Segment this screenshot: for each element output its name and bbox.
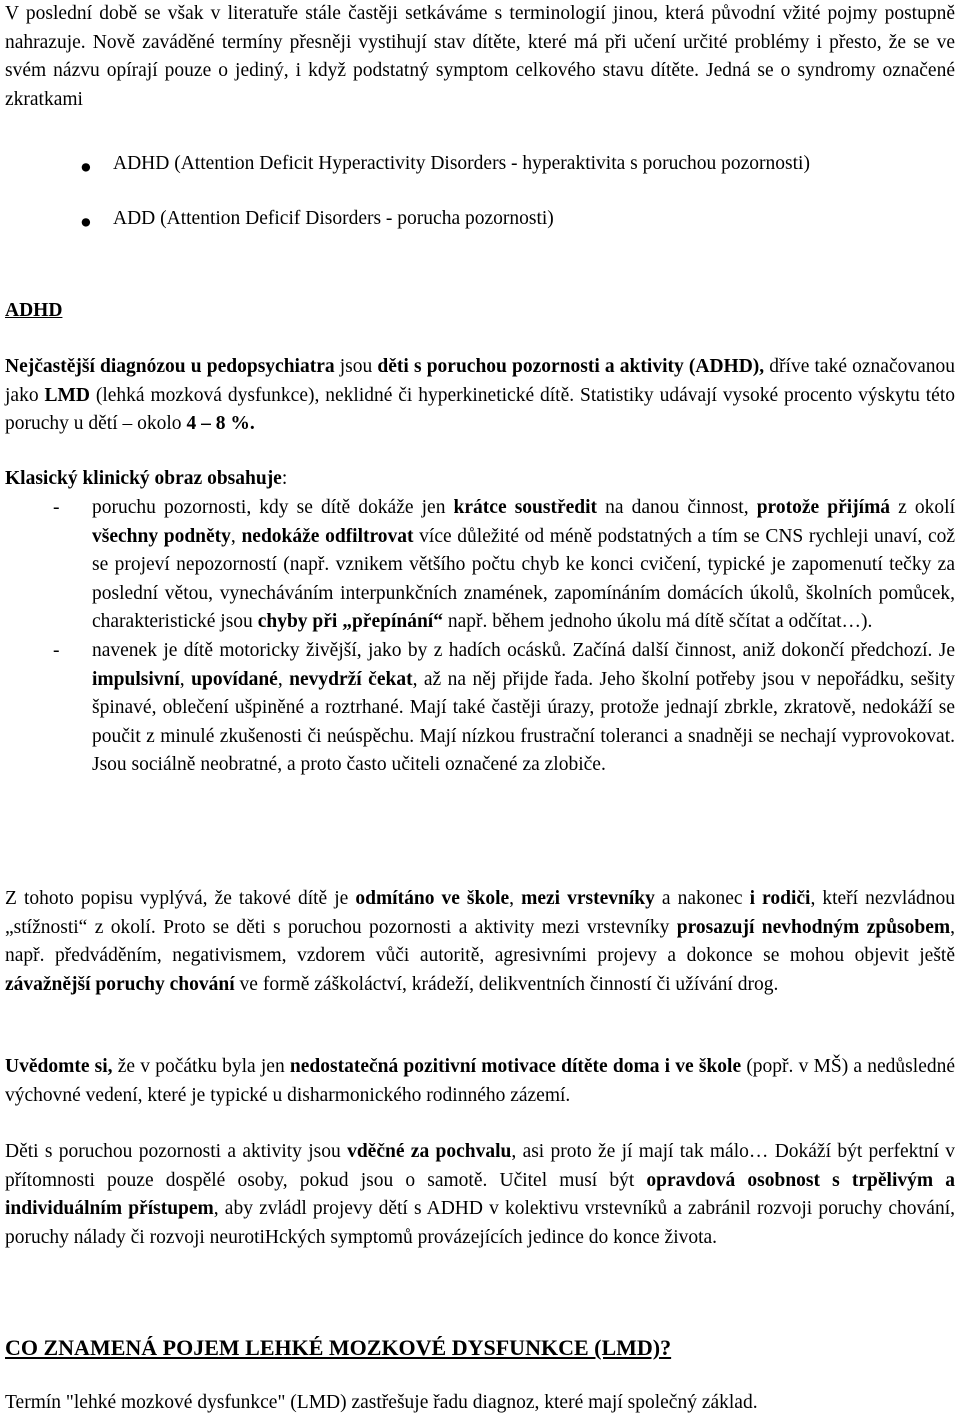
text: z okolí — [890, 497, 955, 518]
bold-text: odmítáno ve škole — [355, 888, 510, 909]
text: (popř. v MŠ) a nedůsledné výchovné vedení, které je typické u disharmonického rodinného zázemí. — [5, 1056, 956, 1106]
bold-text: mezi vrstevníky — [521, 888, 655, 909]
text: jsou — [334, 356, 378, 377]
paragraph-diagnosis — [5, 353, 955, 439]
bold-text: Klasický klinický obraz obsahuje — [5, 468, 282, 489]
paragraph-praise — [5, 1138, 955, 1252]
text: , asi proto že jí mají tak málo… Dokáží být perfektní v přítomnosti pouze dospělé osoby, pokud jsou o samotě. Učitel musí být — [5, 1141, 955, 1191]
text: Děti s poruchou pozornosti a aktivity jsou — [5, 1141, 348, 1162]
text: , kteří nezvládnou „stížnosti“ z okolí. Proto se děti s poruchou pozornosti a aktivity mezi vrstevníky — [5, 888, 955, 938]
bold-text: krátce soustředit — [453, 497, 598, 518]
bold-text: upovídané — [191, 668, 278, 690]
text: (lehká mozková dysfunkce), neklidné či hyperkinetické dítě. Statistiky udávají vysoké procento výskytu této poruchy u dětí – okolo — [5, 384, 955, 435]
dash-marker: - — [53, 639, 60, 661]
bold-text: prosazují nevhodným způsobem — [676, 916, 951, 938]
paragraph-rejection — [5, 885, 955, 999]
text: , — [179, 668, 192, 690]
text: a nakonec — [654, 888, 750, 909]
text: navenek je dítě motoricky živější, jako by z hadích ocásků. Začíná další činnost, aniž dokončí předchozí. Je — [92, 639, 955, 661]
text: , — [230, 525, 242, 547]
clinical-list — [0, 494, 955, 780]
list-item-text: ADHD (Attention Deficit Hyperactivity Disorders - hyperaktivita s poruchou pozornosti) — [113, 153, 810, 174]
bold-text: nevydrží čekat — [289, 668, 413, 690]
bullet-icon: ● — [80, 157, 92, 178]
paragraph-realize — [5, 1053, 955, 1110]
text: např. během jednoho úkolu má dítě sčítat a odčítat…). — [442, 611, 873, 633]
bold-text: nedostatečná pozitivní motivace dítěte doma i ve škole — [289, 1056, 742, 1077]
paragraph-lmd: Termín "lehké mozkové dysfunkce" (LMD) zastřešuje řadu diagnoz, které mají společný základ. — [5, 1392, 758, 1413]
text: , až na něj přijde řada. Jeho školní potřeby jsou v nepořádku, sešity špinavé, oblečení ušpiněné a roztrhané. Mají také častěji úrazy, protože jednají zbrkle, zkratově, nedokáží se poučit z minulé zkušenosti či neúspěchu. Mají nízkou frustrační toleranci a snadněji se nechají vyprovokovat. Jsou sociálně neobratné, a proto často učiteli označené za zlobiče. — [92, 668, 956, 776]
bold-text: LMD — [44, 384, 90, 406]
text: , např. předváděním, negativismem, vzdorem vůči autoritě, agresivními projevy a dokonce se mohou objevit ještě — [5, 916, 955, 967]
bold-text: i rodiči — [749, 888, 811, 909]
text: na danou činnost, — [597, 497, 757, 518]
bold-text: impulsivní — [92, 668, 180, 690]
lmd-heading: CO ZNAMENÁ POJEM LEHKÉ MOZKOVÉ DYSFUNKCE (LMD)? — [5, 1335, 672, 1360]
bold-text: Uvědomte si, — [5, 1056, 113, 1077]
text: ve formě záškoláctví, krádeží, delikventních činností či užívání drog. — [234, 973, 779, 995]
intro-paragraph: V poslední době se však v literatuře stále častěji setkáváme s terminologií jinou, která původní vžité pojmy postupně nahrazuje. Nově zaváděné termíny přesněji vystihují stav dítěte, které má při učení určité problémy i přesto, že se ve svém názvu opírají pouze o jediný, i když podstatný symptom celkového stavu dítěte. Jedná se o syndromy označené zkratkami — [5, 3, 955, 110]
bold-text: vděčné za pochvalu — [347, 1141, 512, 1162]
syndrome-list — [0, 150, 955, 253]
bold-text: chyby při „přepínání“ — [257, 611, 443, 633]
bold-text: závažnější poruchy chování — [5, 973, 235, 995]
text: dříve také označovanou jako — [5, 356, 955, 406]
list-item — [0, 637, 955, 780]
list-item — [0, 150, 955, 179]
bold-text: nedokáže odfiltrovat — [241, 525, 414, 547]
bold-text: 4 – 8 %. — [186, 413, 255, 435]
bold-text: všechny podněty — [92, 525, 231, 547]
text: : — [281, 468, 288, 489]
text: , — [277, 668, 290, 690]
list-item-text: ADD (Attention Deficif Disorders - porucha pozornosti) — [113, 207, 554, 229]
text: že v počátku byla jen — [112, 1056, 290, 1077]
list-item — [0, 494, 955, 637]
bold-text: děti s poruchou pozornosti a aktivity (ADHD), — [377, 356, 765, 377]
text: poruchu pozornosti, kdy se dítě dokáže jen — [92, 497, 454, 518]
bold-text: opravdová osobnost s trpělivým a individuálním přístupem — [5, 1169, 955, 1220]
dash-marker: - — [53, 497, 60, 518]
bullet-icon: ● — [80, 211, 92, 233]
bold-text: Nejčastější diagnózou u pedopsychiatra — [5, 356, 335, 377]
section-title: ADHD — [5, 300, 63, 321]
text: , aby zvládl projevy dětí s ADHD v kolektivu vrstevníků a zabránil rozvoji poruchy chování, poruchy nálady či rozvoji neurotiHckých symptomů provázejících jedince do konce života. — [5, 1198, 955, 1248]
list-item — [0, 205, 955, 234]
clinical-picture-heading — [5, 465, 955, 494]
bold-text: protože přijímá — [756, 497, 891, 518]
text: Z tohoto popisu vyplývá, že takové dítě je — [5, 888, 356, 909]
text: , — [509, 888, 522, 909]
text: více důležité od méně podstatných a tím se CNS rychleji unaví, což se projeví nepozorností (např. vznikem většího počtu chyb ke konci cvičení, typické je zapomenutí tečky za poslední větou, vynecháváním interpunkčních znamének, zapomínáním domácích úkolů, školních pomůcek, charakteristické jsou — [92, 525, 956, 633]
